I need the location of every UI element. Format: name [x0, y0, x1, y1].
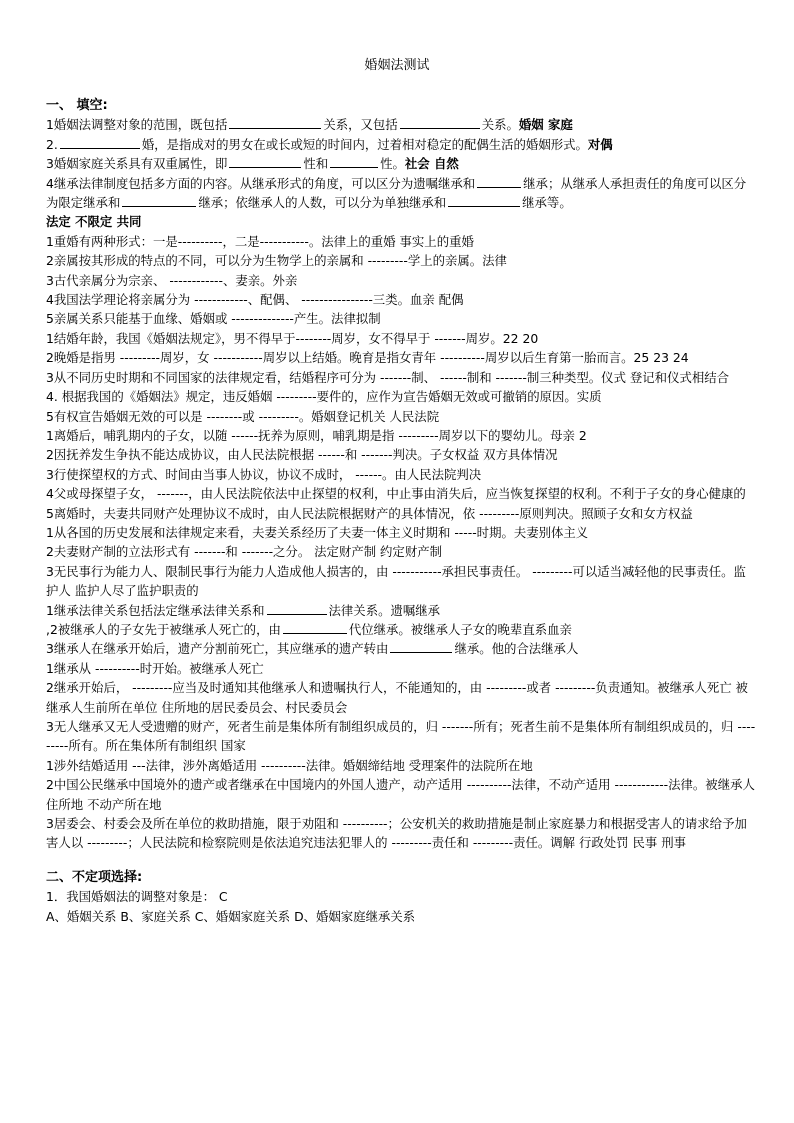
question-line: 4继承法律制度包括多方面的内容。从继承形式的角度，可以区分为遗嘱继承和 继承；从继承人承担责任的角度可以区分为限定继承和 继承；依继承人的人数，可以分为单独继承和 继承等。	[46, 175, 747, 211]
blank	[390, 639, 452, 653]
question-line: 1继承法律关系包括法定继承法律关系和 法律关系。遗嘱继承	[46, 602, 441, 618]
blank	[400, 115, 480, 129]
question-line: 5离婚时，夫妻共同财产处理协议不成时，由人民法院根据财产的具体情况，依 ---------原则判决。照顾子女和女方权益	[46, 505, 693, 521]
question-line: 2中国公民继承中国境外的遗产或者继承在中国境内的外国人遗产，动产适用 ----------法律，不动产适用 ------------法律。被继承人住所地 不动产所在地	[46, 777, 755, 812]
blank	[283, 620, 347, 634]
blank	[229, 154, 301, 168]
document-title: 婚姻法测试	[364, 58, 430, 73]
section-heading: 二、不定项选择:	[46, 869, 143, 885]
question-line: 1从各国的历史发展和法律规定来看，夫妻关系经历了夫妻一体主义时期和 -----时期。夫妻别体主义	[46, 524, 589, 540]
question-line: 3古代亲属分为宗亲、 ------------、妻亲。外亲	[46, 272, 298, 288]
question-line: 1涉外结婚适用 ---法律，涉外离婚适用 ----------法律。婚姻缔结地 受理案件的法院所在地	[46, 757, 533, 773]
answer-line: 法定 不限定 共同	[46, 214, 142, 230]
question-line: 2. 婚，是指成对的男女在或长或短的时间内，过着相对稳定的配偶生活的婚姻形式。对偶	[46, 136, 613, 152]
answer: 对偶	[587, 136, 613, 152]
document-body	[46, 96, 758, 926]
question-line: 2亲属按其形成的特点的不同，可以分为生物学上的亲属和 ---------学上的亲属。法律	[46, 253, 507, 269]
question-line: 3行使探望权的方式、时间由当事人协议，协议不成时， ------。由人民法院判决	[46, 466, 482, 482]
blank	[229, 115, 321, 129]
question-line: 3无人继承又无人受遗赠的财产，死者生前是集体所有制组织成员的，归 -------所有；死者生前不是集体所有制组织成员的，归 ---------所有。所在集体所有制组织 国家	[46, 719, 756, 754]
question-line: 1结婚年龄，我国《婚姻法规定》，男不得早于--------周岁，女不得早于 -------周岁。22 20	[46, 330, 539, 346]
question-line: 5有权宣告婚姻无效的可以是 --------或 ---------。婚姻登记机关 人民法院	[46, 408, 440, 424]
question-line: 2因抚养发生争执不能达成协议，由人民法院根据 ------和 -------判决。子女权益 双方具体情况	[46, 447, 558, 463]
answer: 社会 自然	[404, 156, 459, 172]
blank	[477, 174, 521, 188]
question-line: 3继承人在继承开始后，遗产分割前死亡，其应继承的遗产转由 继承。他的合法继承人	[46, 641, 579, 657]
question-line: 4父或母探望子女， -------，由人民法院依法中止探望的权利，中止事由消失后，应当恢复探望的权利。不利于子女的身心健康的	[46, 486, 746, 502]
answer: 婚姻 家庭	[518, 117, 573, 133]
blank	[448, 193, 520, 207]
section-heading: 一、 填空:	[46, 98, 108, 113]
question-line: 1继承从 ----------时开始。被继承人死亡	[46, 660, 264, 676]
question-line: 3从不同历史时期和不同国家的法律规定看，结婚程序可分为 -------制、 ------制和 -------制三种类型。仪式 登记和仪式相结合	[46, 369, 730, 385]
question-line: 3婚姻家庭关系具有双重属性，即 性和 性。社会 自然	[46, 156, 459, 172]
blank	[267, 601, 327, 615]
question-line: ,2被继承人的子女先于被继承人死亡的，由 代位继承。被继承人子女的晚辈直系血亲	[46, 621, 572, 637]
question-line: 5亲属关系只能基于血缘、婚姻或 --------------产生。法律拟制	[46, 311, 381, 327]
question-line: 2晚婚是指男 ---------周岁，女 -----------周岁以上结婚。晚育是指女青年 ----------周岁以后生育第一胎而言。25 23 24	[46, 350, 689, 366]
question-line: 1婚姻法调整对象的范围，既包括 关系，又包括 关系。婚姻 家庭	[46, 117, 573, 133]
question-line: 3居委会、村委会及所在单位的救助措施，限于劝阻和 ----------；公安机关的救助措施是制止家庭暴力和根据受害人的请求给予加害人以 ---------；人民法院和检察院则是依法追究违法犯罪人的 ---------责任和 ---------责任。调解 行政处罚 民事 刑事	[46, 816, 747, 851]
question-line: 4我国法学理论将亲属分为 ------------、配偶、 ----------------三类。血亲 配偶	[46, 292, 464, 308]
blank	[60, 135, 140, 149]
question-line: 2继承开始后， ---------应当及时通知其他继承人和遗嘱执行人，不能通知的，由 ---------或者 ---------负责通知。被继承人死亡 被继承人生前所在单位 住所地的居民委员会、村民委员会	[46, 680, 748, 715]
blank	[330, 154, 378, 168]
question-line: 4. 根据我国的《婚姻法》规定，违反婚姻 ---------要件的，应作为宣告婚姻无效或可撤销的原因。实质	[46, 389, 602, 405]
question-line: 3无民事行为能力人、限制民事行为能力人造成他人损害的，由 -----------承担民事责任。 ---------可以适当减轻他的民事责任。监护人 监护人尽了监护职责的	[46, 563, 746, 599]
question-line: 1．我国婚姻法的调整对象是： C	[46, 889, 228, 905]
question-line: 1重婚有两种形式：一是----------，二是-----------。法律上的重婚 事实上的重婚	[46, 233, 474, 249]
blank	[122, 193, 196, 207]
question-line: 2夫妻财产制的立法形式有 -------和 -------之分。 法定财产制 约定财产制	[46, 544, 442, 560]
question-line: 1离婚后，哺乳期内的子女，以随 ------抚养为原则，哺乳期是指 ---------周岁以下的婴幼儿。母亲 2	[46, 427, 587, 443]
options-line: A、婚姻关系 B、家庭关系 C、婚姻家庭关系 D、婚姻家庭继承关系	[46, 908, 416, 924]
